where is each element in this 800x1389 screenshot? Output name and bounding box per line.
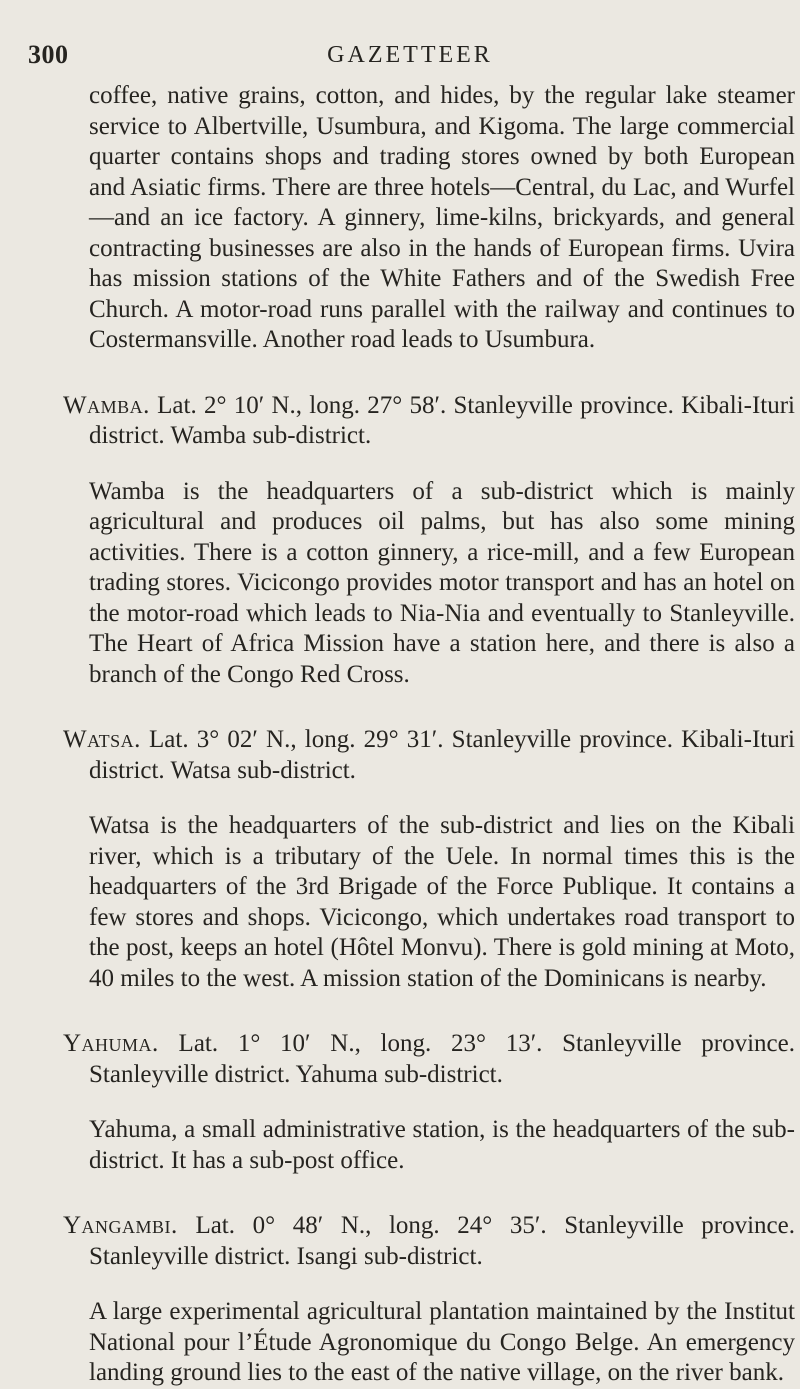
entry-yangambi-heading: [63, 1211, 795, 1272]
entry-watsa-description: Watsa is the headquarters of the sub-district and lies on the Kibali river, which is a tributary of the Uele. In normal times this is the headquarters of the 3rd Brigade of the Force Publique. It contains a few stores and shops. Vicicongo, which undertakes road transport to the post, keeps an hotel (Hôtel Monvu). There is gold mining at Moto, 40 miles to the west. A mission station of the Dominicans is nearby.: [89, 812, 795, 992]
entry-headword: Yahuma.: [63, 1030, 159, 1057]
page-number: 300: [28, 40, 69, 69]
continued-paragraph: coffee, native grains, cotton, and hides, by the regular lake steamer service to Albertville, Usumbura, and Kigoma. The large commercial quarter contains shops and trading stores owned by both European and Asiatic firms. There are three hotels—Central, du Lac, and Wurfel—and an ice factory. A ginnery, lime-kilns, brickyards, and general contracting businesses are also in the hands of European firms. Uvira has mission stations of the White Fathers and of the Swedish Free Church. A motor-road runs parallel with the railway and continues to Costermansville. Another road leads to Usumbura.: [89, 82, 795, 353]
entry-headword: Yangambi.: [63, 1212, 178, 1239]
running-title: GAZETTEER: [327, 42, 493, 68]
entry-location: Lat. 0° 48′ N., long. 24° 35′. Stanleyville province. Stanleyville district. Isangi sub-district.: [89, 1212, 795, 1270]
entry-wamba-heading: [63, 391, 795, 452]
entry-location: Lat. 3° 02′ N., long. 29° 31′. Stanleyville province. Kibali-Ituri district. Watsa sub-district.: [89, 726, 795, 784]
entry-headword: Watsa.: [63, 726, 141, 753]
entry-location: Lat. 1° 10′ N., long. 23° 13′. Stanleyville province. Stanleyville district. Yahuma sub-district.: [89, 1030, 795, 1088]
running-head: [0, 40, 800, 76]
entry-yahuma-heading: [63, 1029, 795, 1090]
entry-yangambi-description: A large experimental agricultural plantation maintained by the Institut National pour l’Étude Agronomique du Congo Belge. An emergency landing ground lies to the east of the native village, on the river bank.: [89, 1298, 795, 1386]
entry-location: Lat. 2° 10′ N., long. 27° 58′. Stanleyville province. Kibali-Ituri district. Wamba sub-district.: [89, 391, 795, 449]
entry-wamba-description: Wamba is the headquarters of a sub-district which is mainly agricultural and produces oil palms, but has also some mining activities. There is a cotton ginnery, a rice-mill, and a few European trading stores. Vicicongo provides motor transport and has an hotel on the motor-road which leads to Nia-Nia and eventually to Stanleyville. The Heart of Africa Mission have a station here, and there is also a branch of the Congo Red Cross.: [89, 477, 795, 688]
entry-yahuma-description: Yahuma, a small administrative station, is the headquarters of the sub-district. It has a sub-post office.: [89, 1116, 795, 1174]
entry-watsa-heading: [63, 725, 795, 786]
body-text: [63, 81, 795, 1389]
entry-headword: Wamba.: [63, 391, 150, 419]
